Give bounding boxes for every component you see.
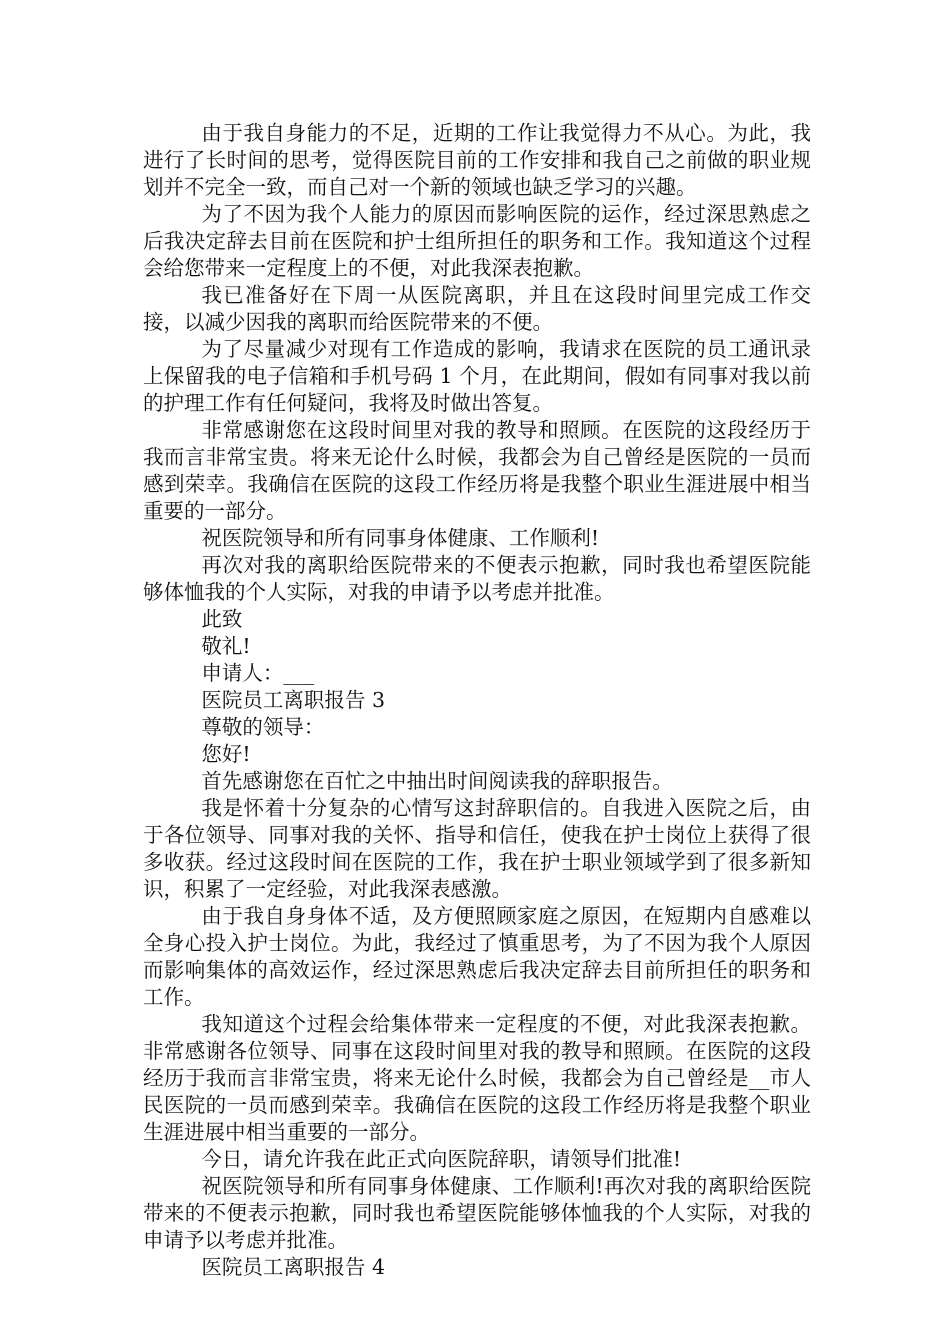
paragraph-6: 祝医院领导和所有同事身体健康、工作顺利! [201, 526, 600, 550]
paragraph-7: 再次对我的离职给医院带来的不便表示抱歉，同时我也希望医院能够体恤我的个人实际，对我的申请予以考虑并批准。 [143, 553, 811, 604]
applicant-line: 申请人：___ [201, 661, 315, 685]
closing-line: 此致 [201, 607, 243, 631]
document-page [143, 120, 811, 1281]
paragraph-1: 由于我自身能力的不足，近期的工作让我觉得力不从心。为此，我进行了长时间的思考，觉得医院目前的工作安排和我自己之前做的职业规划并不完全一致，而自己对一个新的领域也缺乏学习的兴趣。 [143, 121, 811, 199]
paragraph-3: 我已准备好在下周一从医院离职，并且在这段时间里完成工作交接，以减少因我的离职而给医院带来的不便。 [143, 283, 811, 334]
paragraph-18: 今日，请允许我在此正式向医院辞职，请领导们批准! [201, 1147, 682, 1171]
paragraph-17: 我知道这个过程会给集体带来一定程度的不便，对此我深表抱歉。非常感谢各位领导、同事在这段时间里对我的教导和照顾。在医院的这段经历于我而言非常宝贵，将来无论什么时候，我都会为自己曾经是__市人民医院的一员而感到荣幸。我确信在医院的这段工作经历将是我整个职业生涯进展中相当重要的一部分。 [143, 1012, 811, 1144]
salutation: 敬礼! [201, 634, 251, 658]
hello-line: 您好! [201, 742, 251, 766]
section-title-4: 医院员工离职报告 4 [201, 1255, 385, 1279]
paragraph-16: 由于我自身身体不适，及方便照顾家庭之原因，在短期内自感难以全身心投入护士岗位。为此，我经过了慎重思考，为了不因为我个人原因而影响集体的高效运作，经过深思熟虑后我决定辞去目前所担任的职务和工作。 [143, 904, 811, 1009]
paragraph-15: 我是怀着十分复杂的心情写这封辞职信的。自我进入医院之后，由于各位领导、同事对我的关怀、指导和信任，使我在护士岗位上获得了很多收获。经过这段时间在医院的工作，我在护士职业领域学到了很多新知识，积累了一定经验，对此我深表感激。 [143, 796, 811, 901]
paragraph-14: 首先感谢您在百忙之中抽出时间阅读我的辞职报告。 [201, 769, 673, 793]
paragraph-4: 为了尽量减少对现有工作造成的影响，我请求在医院的员工通讯录上保留我的电子信箱和手机号码 1 个月，在此期间，假如有同事对我以前的护理工作有任何疑问，我将及时做出答复。 [143, 337, 811, 415]
greeting-line: 尊敬的领导： [201, 715, 325, 739]
paragraph-5: 非常感谢您在这段时间里对我的教导和照顾。在医院的这段经历于我而言非常宝贵。将来无论什么时候，我都会为自己曾经是医院的一员而感到荣幸。我确信在医院的这段工作经历将是我整个职业生涯进展中相当重要的一部分。 [143, 418, 811, 523]
paragraph-2: 为了不因为我个人能力的原因而影响医院的运作，经过深思熟虑之后我决定辞去目前在医院和护士组所担任的职务和工作。我知道这个过程会给您带来一定程度上的不便，对此我深表抱歉。 [143, 202, 811, 280]
section-title-3: 医院员工离职报告 3 [201, 688, 385, 712]
paragraph-19: 祝医院领导和所有同事身体健康、工作顺利!再次对我的离职给医院带来的不便表示抱歉，同时我也希望医院能够体恤我的个人实际，对我的申请予以考虑并批准。 [143, 1174, 811, 1252]
